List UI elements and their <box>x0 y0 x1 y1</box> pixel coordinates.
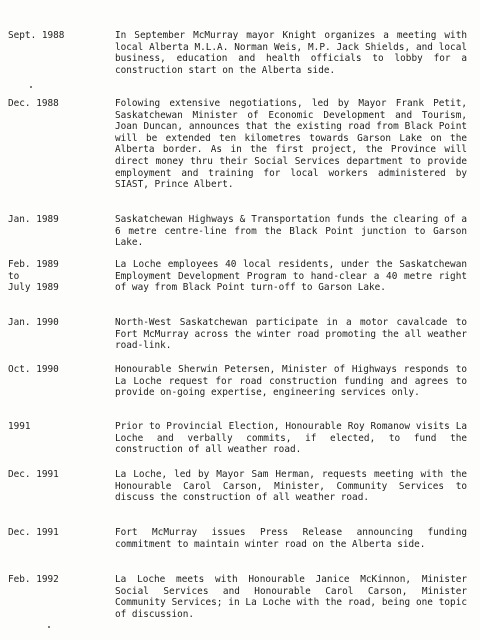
entry-text: La Loche employees 40 local residents, under the Saskatchewan Employment Development Program to hand-clear a 40 metre right of way from Black Point turn-off to Garson Lake. <box>115 259 467 294</box>
entry-date: Jan. 1990 <box>8 317 59 328</box>
entry-text: Prior to Provincial Election, Honourable Roy Romanow visits La Loche and verbally commits, if elected, to fund the construction of all weather road. <box>115 421 467 456</box>
entry-text: Honourable Sherwin Petersen, Minister of Highways responds to La Loche request for road construction funding and agrees to provide on-going expertise, engineering services only. <box>115 364 467 399</box>
entry-text: La Loche, led by Mayor Sam Herman, requests meeting with the Honourable Carol Carson, Minister, Community Services to discuss the construction of all weather road. <box>115 469 467 504</box>
entry-date: Feb. 1989 to July 1989 <box>8 259 59 294</box>
entry-text: Folowing extensive negotiations, led by Mayor Frank Petit, Saskatchewan Minister of Economic Development and Tourism, Joan Duncan, announces that the existing road from Black Point will be extended ten kilometres towards Garson Lake on the Alberta border. As in the first project, the Province will direct money thru their Social Services department to provide employment and training for local workers administered by SIAST, Prince Albert. <box>115 98 467 191</box>
entry-date: Oct. 1990 <box>8 364 59 375</box>
entry-text: Fort McMurray issues Press Release announcing funding commitment to maintain winter road on the Alberta side. <box>115 527 467 550</box>
entry-text: La Loche meets with Honourable Janice McKinnon, Minister Social Services and Honourable Carol Carson, Minister Community Services; in La Loche with the road, being one topic of discussion. <box>115 574 467 620</box>
entry-date: 1991 <box>8 421 31 432</box>
scan-speck <box>30 86 32 88</box>
entry-date: Jan. 1989 <box>8 214 59 225</box>
entry-date: Dec. 1991 <box>8 527 59 538</box>
entry-text: North-West Saskatchewan participate in a motor cavalcade to Fort McMurray across the winter road promoting the all weather road-link. <box>115 317 467 352</box>
scan-speck <box>48 626 50 628</box>
entry-date: Dec. 1988 <box>8 98 59 109</box>
entry-date: Feb. 1992 <box>8 574 59 585</box>
entry-date: Dec. 1991 <box>8 469 59 480</box>
entry-text: In September McMurray mayor Knight organizes a meeting with local Alberta M.L.A. Norman Weis, M.P. Jack Shields, and local business, education and health officials to lobby for a construction start on the Alberta side. <box>115 30 467 76</box>
entry-text: Saskatchewan Highways & Transportation funds the clearing of a 6 metre centre-line from the Black Point junction to Garson Lake. <box>115 214 467 249</box>
entry-date: Sept. 1988 <box>8 30 65 41</box>
